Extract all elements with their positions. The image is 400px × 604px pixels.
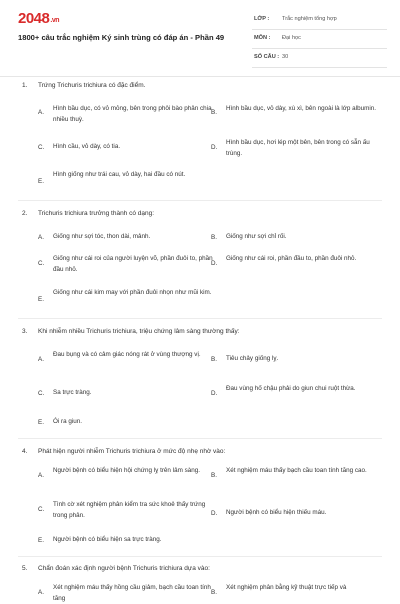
option-letter: B. bbox=[211, 472, 217, 479]
question-number: 5. bbox=[22, 565, 28, 572]
logo-text: 2048 bbox=[18, 10, 50, 27]
question-divider bbox=[18, 318, 382, 319]
option-text: Người bệnh có biểu hiện sa trực tràng. bbox=[53, 536, 162, 543]
meta-row-class bbox=[252, 13, 387, 30]
option-letter: D. bbox=[211, 144, 218, 151]
option-text: Xét nghiệm phân bằng kỹ thuật trực tiếp và bbox=[226, 584, 347, 591]
option-letter: B. bbox=[211, 234, 217, 241]
question-text bbox=[22, 328, 382, 335]
question-stem: Phát hiện người nhiễm Trichuris trichiura ở mức độ nhẹ nhờ vào: bbox=[38, 448, 226, 455]
meta-key: LỚP : bbox=[254, 16, 270, 22]
meta-row-count bbox=[252, 51, 387, 68]
option-letter: C. bbox=[38, 506, 45, 513]
meta-key: SỐ CÂU : bbox=[254, 54, 280, 60]
option-text: Giống như cái roi, phần đầu to, phần đuôi nhỏ. bbox=[226, 255, 357, 262]
option-text: Đau bụng và có cảm giác nóng rát ở vùng thượng vị. bbox=[53, 351, 201, 358]
meta-table bbox=[252, 13, 387, 70]
meta-value: Đại học bbox=[282, 35, 301, 41]
option-letter: B. bbox=[211, 589, 217, 596]
question-text bbox=[22, 448, 382, 455]
option-text: Hình bầu dục, hơi lép một bên, bên trong có sẵn ấu trùng. bbox=[226, 139, 370, 157]
document-title: 1800+ câu trắc nghiệm Ký sinh trùng có đáp án - Phần 49 bbox=[18, 33, 225, 42]
option-text: Hình bầu dục, có vỏ mỏng, bên trong phôi bào phân chia nhiều thuỳ. bbox=[53, 105, 212, 123]
question-text bbox=[22, 82, 382, 89]
question-number: 4. bbox=[22, 448, 28, 455]
meta-key: MÔN : bbox=[254, 35, 271, 41]
question-divider bbox=[18, 438, 382, 439]
option-text: Sa trực tràng. bbox=[53, 389, 92, 396]
question-stem: Khi nhiễm nhiều Trichuris trichiura, triệu chứng lâm sàng thường thấy: bbox=[38, 328, 240, 335]
meta-row-subject bbox=[252, 32, 387, 49]
question-text bbox=[22, 210, 382, 217]
option-text: Hình giống như trái cau, vỏ dày, hai đầu có nút. bbox=[53, 171, 186, 178]
option-text: Giống như sợi tóc, thon dài, mảnh. bbox=[53, 233, 151, 240]
option-letter: B. bbox=[211, 109, 217, 116]
option-letter: A. bbox=[38, 472, 44, 479]
question-divider bbox=[18, 200, 382, 201]
option-text: Xét nghiệm máu thấy bạch cầu toan tính tăng cao. bbox=[226, 467, 367, 474]
option-text: Tình cờ xét nghiệm phân kiểm tra sức khoẻ thấy trứng trong phân. bbox=[53, 501, 206, 519]
question-stem: Trứng Trichuris trichiura có đặc điểm. bbox=[38, 82, 146, 89]
question-stem: Trichuris trichiura trưởng thành có dạng: bbox=[38, 210, 155, 217]
question-stem: Chẩn đoán xác định người bệnh Trichuris trichiura dựa vào: bbox=[38, 565, 210, 572]
option-letter: E. bbox=[38, 296, 44, 303]
option-text: Đau vùng hố chậu phải do giun chui ruột thừa. bbox=[226, 385, 356, 392]
question-divider bbox=[18, 556, 382, 557]
option-letter: E. bbox=[38, 419, 44, 426]
option-letter: E. bbox=[38, 537, 44, 544]
option-text: Người bệnh có biểu hiện hội chứng lỵ trên lâm sàng. bbox=[53, 467, 200, 474]
question-number: 2. bbox=[22, 210, 28, 217]
option-text: Giống như sợi chỉ rối. bbox=[226, 233, 287, 240]
option-text: Hình bầu dục, vỏ dày, xù xì, bên ngoài là lớp albumin. bbox=[226, 105, 376, 112]
question-number: 1. bbox=[22, 82, 28, 89]
option-letter: E. bbox=[38, 178, 44, 185]
option-letter: A. bbox=[38, 109, 44, 116]
option-text: Hình cầu, vỏ dày, có tia. bbox=[53, 143, 121, 150]
option-text: Tiêu chảy giống lỵ. bbox=[226, 355, 279, 362]
option-text: Xét nghiệm máu thấy hồng cầu giảm, bạch cầu toan tính tăng bbox=[53, 584, 211, 602]
option-letter: D. bbox=[211, 260, 218, 267]
question-text bbox=[22, 565, 382, 572]
page-header bbox=[0, 0, 400, 77]
meta-value: 30 bbox=[282, 54, 289, 60]
option-letter: C. bbox=[38, 144, 45, 151]
option-text: Người bệnh có biểu hiện thiếu máu. bbox=[226, 509, 327, 516]
meta-value: Trắc nghiệm tổng hợp bbox=[282, 16, 337, 22]
option-letter: C. bbox=[38, 390, 45, 397]
option-letter: A. bbox=[38, 234, 44, 241]
option-text: Ói ra giun. bbox=[53, 418, 83, 425]
logo-suffix: .vn bbox=[50, 17, 59, 24]
option-text: Giống như cái kim may với phần đuôi nhọn như mũi kim. bbox=[53, 289, 212, 296]
option-letter: D. bbox=[211, 390, 218, 397]
option-letter: A. bbox=[38, 356, 44, 363]
option-text: Giống như cái roi của người luyện võ, phần đuôi to, phần đầu nhỏ. bbox=[53, 255, 213, 273]
option-letter: D. bbox=[211, 510, 218, 517]
option-letter: C. bbox=[38, 260, 45, 267]
site-logo[interactable] bbox=[18, 10, 59, 27]
option-letter: B. bbox=[211, 356, 217, 363]
option-letter: A. bbox=[38, 589, 44, 596]
question-number: 3. bbox=[22, 328, 28, 335]
